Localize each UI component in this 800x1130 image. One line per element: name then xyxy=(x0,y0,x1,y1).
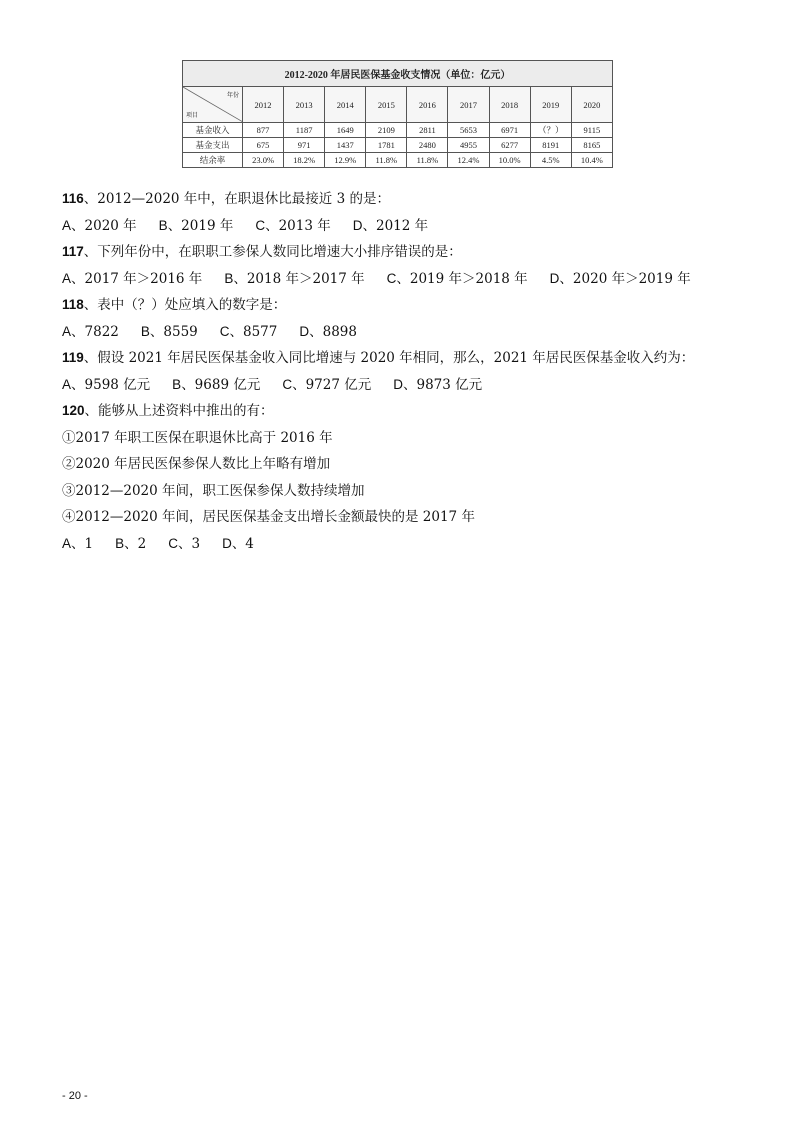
year-header: 2015 xyxy=(366,87,407,123)
answer-option[interactable] xyxy=(255,213,330,240)
table-cell: 11.8% xyxy=(407,153,448,168)
year-header: 2017 xyxy=(448,87,489,123)
option-letter: A xyxy=(62,535,72,551)
corner-year-label: 年份 xyxy=(226,93,239,99)
question-text: 、下列年份中，在职职工参保人数同比增速大小排序错误的是： xyxy=(83,244,462,260)
option-letter: A xyxy=(62,270,72,286)
answer-option[interactable] xyxy=(159,213,234,240)
table-cell: 1649 xyxy=(325,123,366,138)
fund-table xyxy=(182,60,613,168)
page-number: - 20 - xyxy=(62,1090,88,1102)
table-cell: （？） xyxy=(530,123,571,138)
statement-item: ③2012—2020 年间，职工医保参保人数持续增加 xyxy=(62,482,365,499)
table-row xyxy=(183,153,613,168)
option-letter: A xyxy=(62,376,72,392)
statement-item: ②2020 年居民医保参保人数比上年略有增加 xyxy=(62,456,331,472)
question-stem xyxy=(62,239,762,266)
table-cell: 1437 xyxy=(325,138,366,153)
option-letter: D xyxy=(222,535,232,551)
answer-option[interactable] xyxy=(224,266,364,293)
table-cell: 10.4% xyxy=(571,153,612,168)
options-row xyxy=(62,266,762,293)
question-text: 、表中（？）处应填入的数字是： xyxy=(83,297,287,313)
option-text: 、9727 亿元 xyxy=(292,376,372,393)
table-title: 2012-2020 年居民医保基金收支情况（单位：亿元） xyxy=(183,61,613,87)
answer-option[interactable] xyxy=(62,319,119,346)
table-row xyxy=(183,138,613,153)
year-header: 2020 xyxy=(571,87,612,123)
table-cell: 971 xyxy=(284,138,325,153)
question-number: 119 xyxy=(62,350,84,365)
table-cell: 10.0% xyxy=(489,153,530,168)
table-cell: 11.8% xyxy=(366,153,407,168)
table-cell: 2811 xyxy=(407,123,448,138)
row-label: 结余率 xyxy=(183,153,243,168)
answer-option[interactable] xyxy=(550,266,691,293)
question-stem xyxy=(62,186,762,213)
table-cell: 2109 xyxy=(366,123,407,138)
row-label: 基金收入 xyxy=(183,123,243,138)
table-cell: 12.9% xyxy=(325,153,366,168)
table-cell: 4955 xyxy=(448,138,489,153)
question-number: 116 xyxy=(62,191,84,206)
year-header: 2018 xyxy=(489,87,530,123)
option-letter: D xyxy=(393,376,403,392)
option-letter: C xyxy=(282,376,293,392)
table-cell: 1187 xyxy=(284,123,325,138)
answer-option[interactable] xyxy=(299,319,357,346)
table-cell: 8191 xyxy=(530,138,571,153)
option-text: 、2012 年 xyxy=(362,217,429,234)
question-text: 、2012—2020 年中，在职退休比最接近 3 的是： xyxy=(83,191,390,207)
options-row xyxy=(62,213,762,240)
table-cell: 1781 xyxy=(366,138,407,153)
answer-option[interactable] xyxy=(282,372,371,399)
year-header: 2012 xyxy=(243,87,284,123)
option-text: 、2013 年 xyxy=(265,217,331,234)
answer-option[interactable] xyxy=(222,531,254,558)
table-cell: 4.5% xyxy=(530,153,571,168)
option-text: 、8898 xyxy=(309,323,357,340)
question-number: 120 xyxy=(62,403,85,418)
option-text: 、2020 年＞2019 年 xyxy=(559,270,691,287)
option-text: 、2019 年 xyxy=(167,217,234,234)
option-text: 、9873 亿元 xyxy=(403,376,483,393)
table-cell: 5653 xyxy=(448,123,489,138)
option-letter: D xyxy=(299,323,310,339)
year-header: 2016 xyxy=(407,87,448,123)
table-cell: 6971 xyxy=(489,123,530,138)
question-stem xyxy=(62,398,762,425)
option-text: 、1 xyxy=(71,535,94,552)
option-letter: B xyxy=(172,376,182,392)
answer-option[interactable] xyxy=(141,319,198,346)
table-cell: 23.0% xyxy=(243,153,284,168)
question-stem xyxy=(62,292,762,319)
table-cell: 18.2% xyxy=(284,153,325,168)
year-header: 2014 xyxy=(325,87,366,123)
option-text: 、2 xyxy=(124,535,147,552)
option-letter: C xyxy=(168,535,178,551)
option-text: 、8559 xyxy=(149,323,198,340)
table-cell: 9115 xyxy=(571,123,612,138)
year-header: 2013 xyxy=(284,87,325,123)
option-letter: C xyxy=(386,270,397,286)
table-cell: 8165 xyxy=(571,138,612,153)
table-cell: 6277 xyxy=(489,138,530,153)
option-text: 、9689 亿元 xyxy=(181,376,261,393)
answer-option[interactable] xyxy=(387,266,528,293)
answer-option[interactable] xyxy=(115,531,146,558)
options-row xyxy=(62,372,762,399)
answer-option[interactable] xyxy=(168,531,200,558)
question-text: 、假设 2021 年居民医保基金收入同比增速与 2020 年相同，那么，2021 年居民医保基金收入约为： xyxy=(83,350,695,366)
table-cell: 877 xyxy=(243,123,284,138)
option-letter: D xyxy=(549,270,560,286)
year-header: 2019 xyxy=(530,87,571,123)
option-letter: B xyxy=(115,535,125,551)
option-text: 、2019 年＞2018 年 xyxy=(396,270,528,287)
option-text: 、9598 亿元 xyxy=(71,376,151,393)
option-letter: D xyxy=(352,217,363,233)
question-stem xyxy=(62,345,762,372)
answer-option[interactable] xyxy=(220,319,278,346)
option-text: 、7822 xyxy=(71,323,119,340)
option-letter: B xyxy=(140,323,150,339)
table-row xyxy=(183,123,613,138)
table-cell: 12.4% xyxy=(448,153,489,168)
option-letter: A xyxy=(62,323,72,339)
answer-option[interactable] xyxy=(172,372,260,399)
options-row xyxy=(62,319,762,346)
option-text: 、2017 年＞2016 年 xyxy=(71,270,203,287)
corner-item-label: 项目 xyxy=(186,113,199,119)
option-text: 、4 xyxy=(231,535,254,552)
question-list xyxy=(62,186,762,557)
option-letter: B xyxy=(158,217,168,233)
table-cell: 2480 xyxy=(407,138,448,153)
table-cell: 675 xyxy=(243,138,284,153)
option-text: 、2020 年 xyxy=(71,217,137,234)
answer-option[interactable] xyxy=(62,372,150,399)
option-text: 、2018 年＞2017 年 xyxy=(233,270,365,287)
row-label: 基金支出 xyxy=(183,138,243,153)
answer-option[interactable] xyxy=(353,213,428,240)
question-number: 117 xyxy=(62,244,84,259)
option-letter: C xyxy=(255,217,266,233)
statement-item: ①2017 年职工医保在职退休比高于 2016 年 xyxy=(62,429,333,446)
table-corner-cell xyxy=(183,87,243,123)
answer-option[interactable] xyxy=(62,213,137,240)
answer-option[interactable] xyxy=(62,531,93,558)
option-text: 、3 xyxy=(177,535,201,552)
statement-item: ④2012—2020 年间，居民医保基金支出增长金额最快的是 2017 年 xyxy=(62,509,475,525)
answer-option[interactable] xyxy=(393,372,482,399)
option-letter: C xyxy=(219,323,230,339)
option-letter: A xyxy=(62,217,72,233)
data-table-image xyxy=(182,60,612,168)
question-number: 118 xyxy=(62,297,84,312)
question-text: 、能够从上述资料中推出的有： xyxy=(84,403,274,419)
option-text: 、8577 xyxy=(229,323,278,340)
option-letter: B xyxy=(224,270,234,286)
options-row xyxy=(62,531,762,558)
answer-option[interactable] xyxy=(62,266,202,293)
